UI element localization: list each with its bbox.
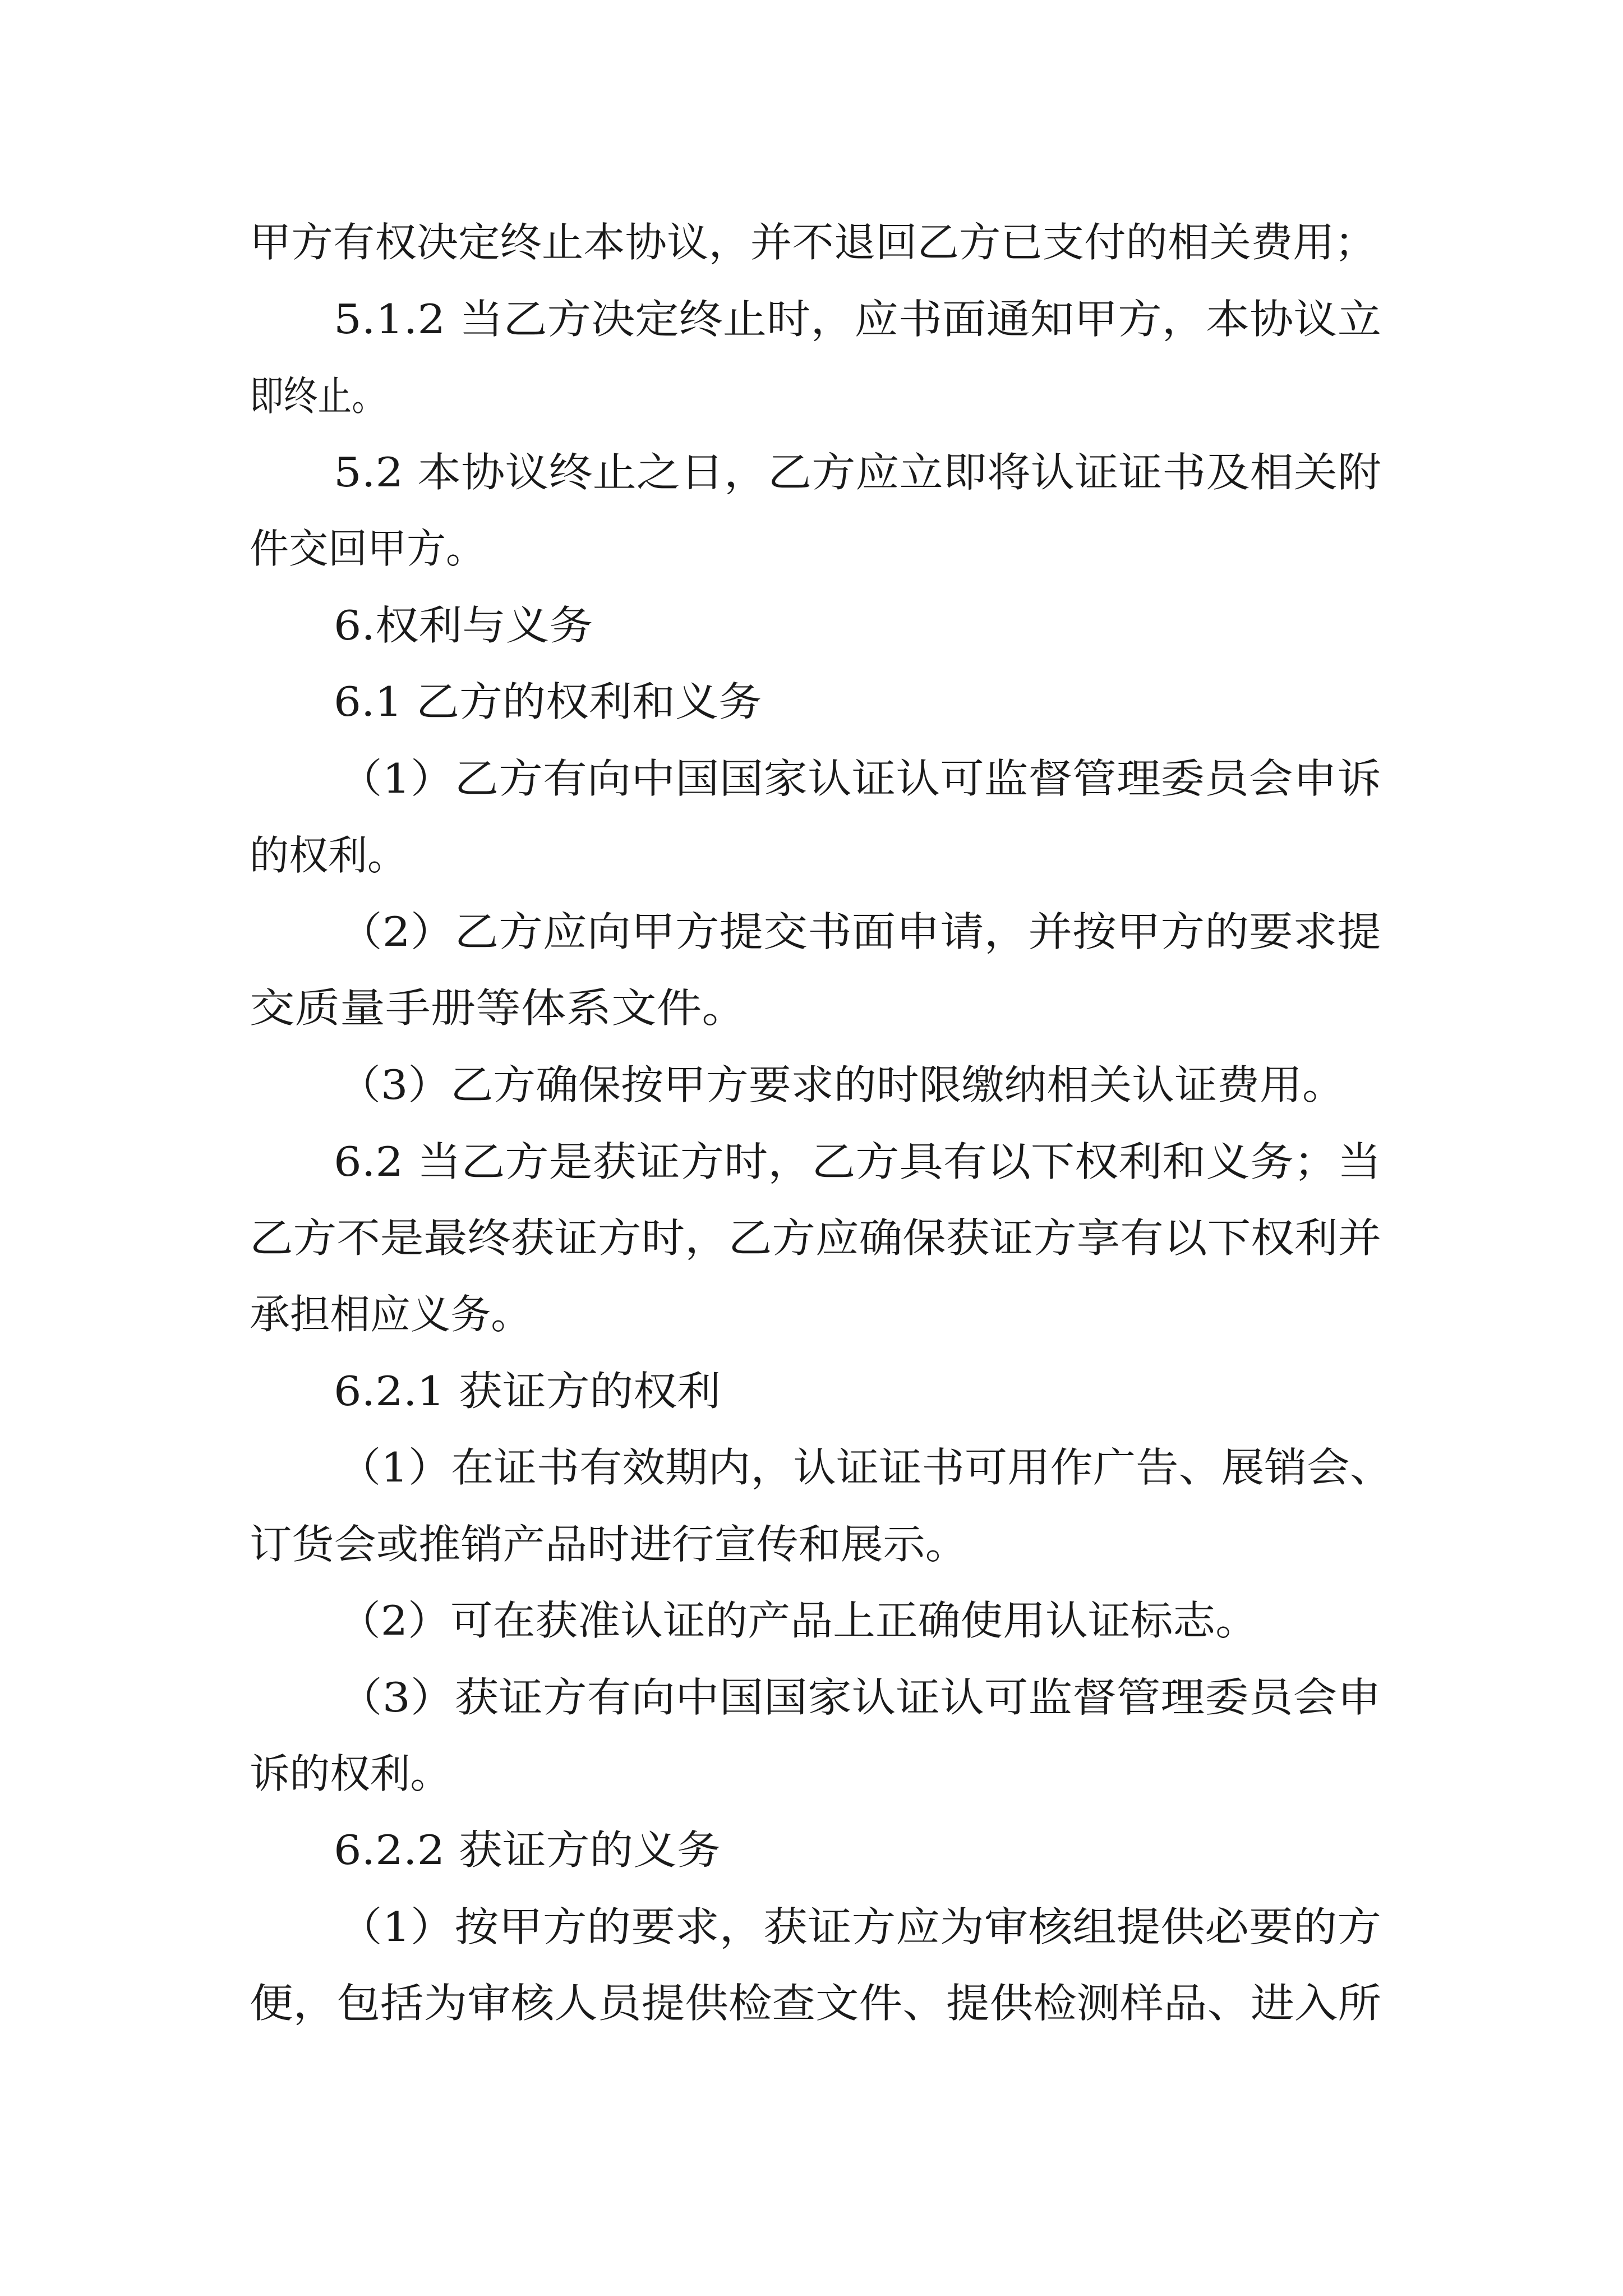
- text-line-content: （1）乙方有向中国国家认证认可监督管理委员会申诉: [338, 755, 1381, 802]
- text-line-content: 诉的权利。: [250, 1750, 450, 1797]
- text-line-content: 5.2 本协议终止之日，乙方应立即将认证证书及相关附: [334, 449, 1381, 496]
- text-line: [0, 974, 1623, 1042]
- text-line-content: 交质量手册等体系文件。: [250, 984, 747, 1032]
- text-line: [0, 362, 1623, 430]
- text-line: [0, 822, 1623, 889]
- text-line: [0, 1664, 1623, 1731]
- text-line: [0, 668, 1623, 735]
- text-line-content: 5.1.2 当乙方决定终止时，应书面通知甲方，本协议立: [334, 296, 1381, 343]
- text-line-content: 6.2.2 获证方的义务: [334, 1826, 721, 1874]
- text-line: [0, 439, 1623, 506]
- text-line: [0, 1511, 1623, 1578]
- text-line: [0, 898, 1623, 965]
- text-line-content: （3）乙方确保按甲方要求的时限缴纳相关认证费用。: [338, 1061, 1345, 1108]
- text-line: [0, 1358, 1623, 1425]
- text-line: [0, 1281, 1623, 1348]
- text-line: [0, 286, 1623, 353]
- text-line: [0, 1587, 1623, 1654]
- text-line-content: （1）在证书有效期内，认证证书可用作广告、展销会、: [338, 1444, 1393, 1491]
- text-line: [0, 1051, 1623, 1119]
- text-line: [0, 1816, 1623, 1884]
- text-line: [0, 1740, 1623, 1807]
- text-line-content: 即终止。: [250, 372, 386, 420]
- text-line-content: 6.2 当乙方是获证方时，乙方具有以下权利和义务；当: [334, 1138, 1381, 1185]
- text-line: [0, 745, 1623, 812]
- text-line: [0, 1434, 1623, 1501]
- text-line-content: 6.2.1 获证方的权利: [334, 1368, 721, 1415]
- text-line-content: 承担相应义务。: [250, 1291, 531, 1338]
- text-line-content: （2）乙方应向甲方提交书面申请，并按甲方的要求提: [338, 908, 1381, 955]
- text-line-content: 件交回甲方。: [250, 525, 485, 572]
- text-line: [0, 592, 1623, 659]
- text-line-content: 的权利。: [250, 832, 407, 879]
- text-line-content: （1）按甲方的要求，获证方应为审核组提供必要的方: [338, 1903, 1381, 1950]
- text-line-content: 订货会或推销产品时进行宣传和展示。: [250, 1521, 968, 1568]
- text-line-content: 6.权利与义务: [334, 602, 593, 649]
- text-line-content: 乙方不是最终获证方时，乙方应确保获证方享有以下权利并: [250, 1214, 1381, 1262]
- text-line: [0, 1970, 1623, 2037]
- text-line: [0, 1893, 1623, 1961]
- text-line-content: 便，包括为审核人员提供检查文件、提供检测样品、进入所: [250, 1980, 1381, 2027]
- text-line: [0, 1204, 1623, 1272]
- text-line-content: （3）获证方有向中国国家认证认可监督管理委员会申: [338, 1674, 1381, 1721]
- text-line: [0, 209, 1623, 276]
- text-line-content: 6.1 乙方的权利和义务: [334, 678, 762, 725]
- text-line: [0, 515, 1623, 582]
- text-line-content: 甲方有权决定终止本协议，并不退回乙方已支付的相关费用；: [250, 219, 1376, 266]
- text-line-content: （2）可在获准认证的产品上正确使用认证标志。: [338, 1597, 1258, 1644]
- text-line: [0, 1128, 1623, 1195]
